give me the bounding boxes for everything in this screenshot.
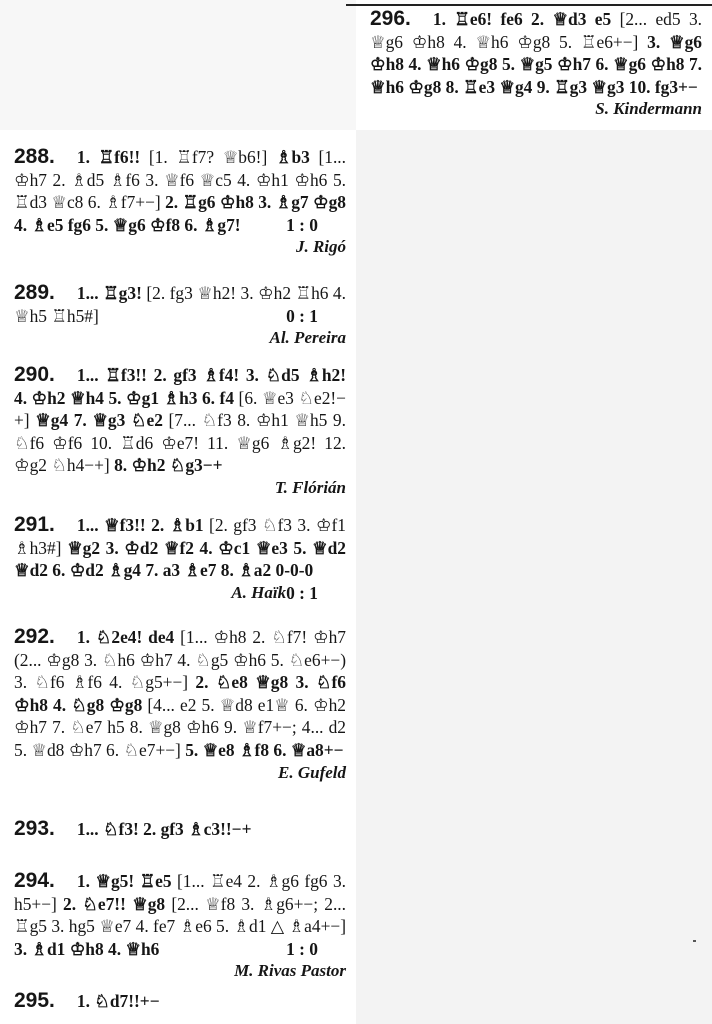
game-result: 1 : 0 (286, 938, 318, 959)
main-line-moves: 1. ♖e6! fe6 2. ♕d3 e5 (432, 9, 620, 29)
game-result: 0 : 1 (286, 305, 318, 326)
main-line-moves: 5. ♕e8 ♗f8 6. ♕a8+− (185, 739, 344, 760)
main-line-moves: 1. ♕g5! ♖e5 (76, 871, 178, 891)
variation-moves: [2. fg3 ♕h2! 3. ♔h2 ♖h6 4. ♕h5 ♖h5#] (14, 283, 346, 326)
variation-moves: [1... ♖e4 2. ♗g6 fg6 3. h5+−] (14, 871, 346, 914)
problem-number: 293. (14, 817, 55, 840)
main-line-moves: 1. ♘d7!!+− (76, 991, 160, 1011)
variation-moves: [2... ed5 3. ♕g6 ♔h8 4. ♕h6 ♔g8 5. ♖e6+−] (370, 9, 702, 52)
variation-moves: [4... e2 5. ♕d8 e1♕ 6. ♔h2 ♔h7 7. ♘e7 h5 8. ♕g8 ♔h6 9. ♕f7+−; 4... d2 5. ♕d8 ♔h7 6. ♘e7+−] (14, 694, 346, 760)
main-line-moves: ♕g4 7. ♕g3 ♘e2 (35, 410, 169, 431)
author-name: Al. Pereira (269, 328, 346, 348)
author-name: A. Haïk (231, 582, 287, 602)
problem-number: 296. (370, 7, 411, 30)
problem-number: 288. (14, 145, 55, 168)
solution-293 (14, 818, 346, 841)
problem-number: 292. (14, 625, 55, 648)
main-line-moves: 1... ♘f3! 2. gf3 ♗c3!!−+ (76, 819, 252, 839)
problem-number: 289. (14, 281, 55, 304)
solution-292 (14, 626, 346, 784)
problem-number: 294. (14, 869, 55, 892)
main-line-moves: 2. ♘e8 ♕g8 3. ♘f6 ♔h8 4. ♘g8 ♔g8 (14, 672, 346, 715)
main-line-moves: 1. ♖f6!! (76, 147, 149, 167)
scan-speck (693, 940, 696, 942)
problem-number: 295. (14, 989, 55, 1012)
variation-moves: [1. ♖f7? ♕b6!] (148, 147, 276, 167)
main-line-moves: 3. ♗d1 ♔h8 4. ♕h6 (14, 938, 160, 959)
problem-number: 291. (14, 513, 55, 536)
main-line-moves: 2. ♖g6 ♔h8 3. ♗g7 ♔g8 4. ♗e5 fg6 5. ♕g6 ♔f8 6. ♗g7! (14, 192, 346, 235)
game-result: 1 : 0 (286, 214, 318, 235)
problem-number: 290. (14, 363, 55, 386)
main-line-moves: 1... ♖f3!! 2. gf3 ♗f4! 3. ♘d5 ♗h2! 4. ♔h2 ♕h4 5. ♔g1 ♗h3 6. f4 (14, 365, 346, 408)
page-shading-right (356, 130, 712, 1024)
page-shading-top (0, 0, 356, 130)
solution-295 (14, 990, 346, 1013)
solution-289 (14, 282, 346, 349)
solution-290 (14, 364, 346, 499)
game-result: 0 : 1 (286, 582, 318, 603)
main-line-moves: 3. ♕g6 ♔h8 4. ♕h6 ♔g8 5. ♕g5 ♔h7 6. ♕g6 ♔h8 7. ♕h6 ♔g8 8. ♖e3 ♕g4 9. ♖g3 ♕g3 10. fg3+− (370, 31, 702, 97)
author-name: M. Rivas Pastor (234, 961, 346, 981)
solution-296 (370, 8, 702, 120)
author-name: E. Gufeld (278, 762, 346, 782)
author-name: S. Kindermann (595, 99, 702, 119)
author-name: T. Flórián (274, 477, 346, 497)
column-top-rule (346, 4, 712, 6)
variation-moves: [1... ♔h8 2. ♘f7! ♔h7 (2... ♔g8 3. ♘h6 ♔h7 4. ♘g5 ♔h6 5. ♘e6+−) 3. ♘f6 ♗f6 4. ♘g5+−] (14, 627, 346, 693)
main-line-moves: 1. ♘2e4! de4 (76, 627, 181, 647)
main-line-moves: ♗b3 (275, 147, 319, 167)
variation-moves: [6. ♕e3 ♘e2!−+] (14, 387, 346, 431)
main-line-moves: 1... ♕f3!! 2. ♗b1 (76, 515, 210, 535)
variation-moves: [2... ♕f8 3. ♗g6+−; 2... ♖g5 3. hg5 ♕e7 4. fe7 ♗e6 5. ♗d1 △ ♗a4+−] (14, 893, 347, 937)
main-line-moves: 1... ♖g3! (76, 283, 147, 303)
main-line-moves: ♕g2 3. ♔d2 ♕f2 4. ♔c1 ♕e3 5. ♕d2 ♕d2 6. ♔d2 ♗g4 7. a3 ♗e7 8. ♗a2 0-0-0 (14, 537, 346, 581)
solution-294 (14, 870, 346, 982)
variation-moves: [7... ♘f3 8. ♔h1 ♕h5 9. ♘f6 ♔f6 10. ♖d6 ♔e7! 11. ♕g6 ♗g2! 12. ♔g2 ♘h4−+] (14, 410, 346, 476)
solution-288 (14, 146, 346, 258)
main-line-moves: 2. ♘e7!! ♕g8 (63, 893, 172, 914)
main-line-moves: 8. ♔h2 ♘g3−+ (114, 455, 223, 476)
variation-moves: [2. gf3 ♘f3 3. ♔f1 ♗h3#] (14, 515, 346, 558)
solution-291 (14, 514, 346, 604)
variation-moves: [1... ♔h7 2. ♗d5 ♗f6 3. ♕f6 ♕c5 4. ♔h1 ♔h6 5. ♖d3 ♕c8 6. ♗f7+−] (14, 147, 346, 213)
author-name: J. Rigó (295, 237, 346, 257)
